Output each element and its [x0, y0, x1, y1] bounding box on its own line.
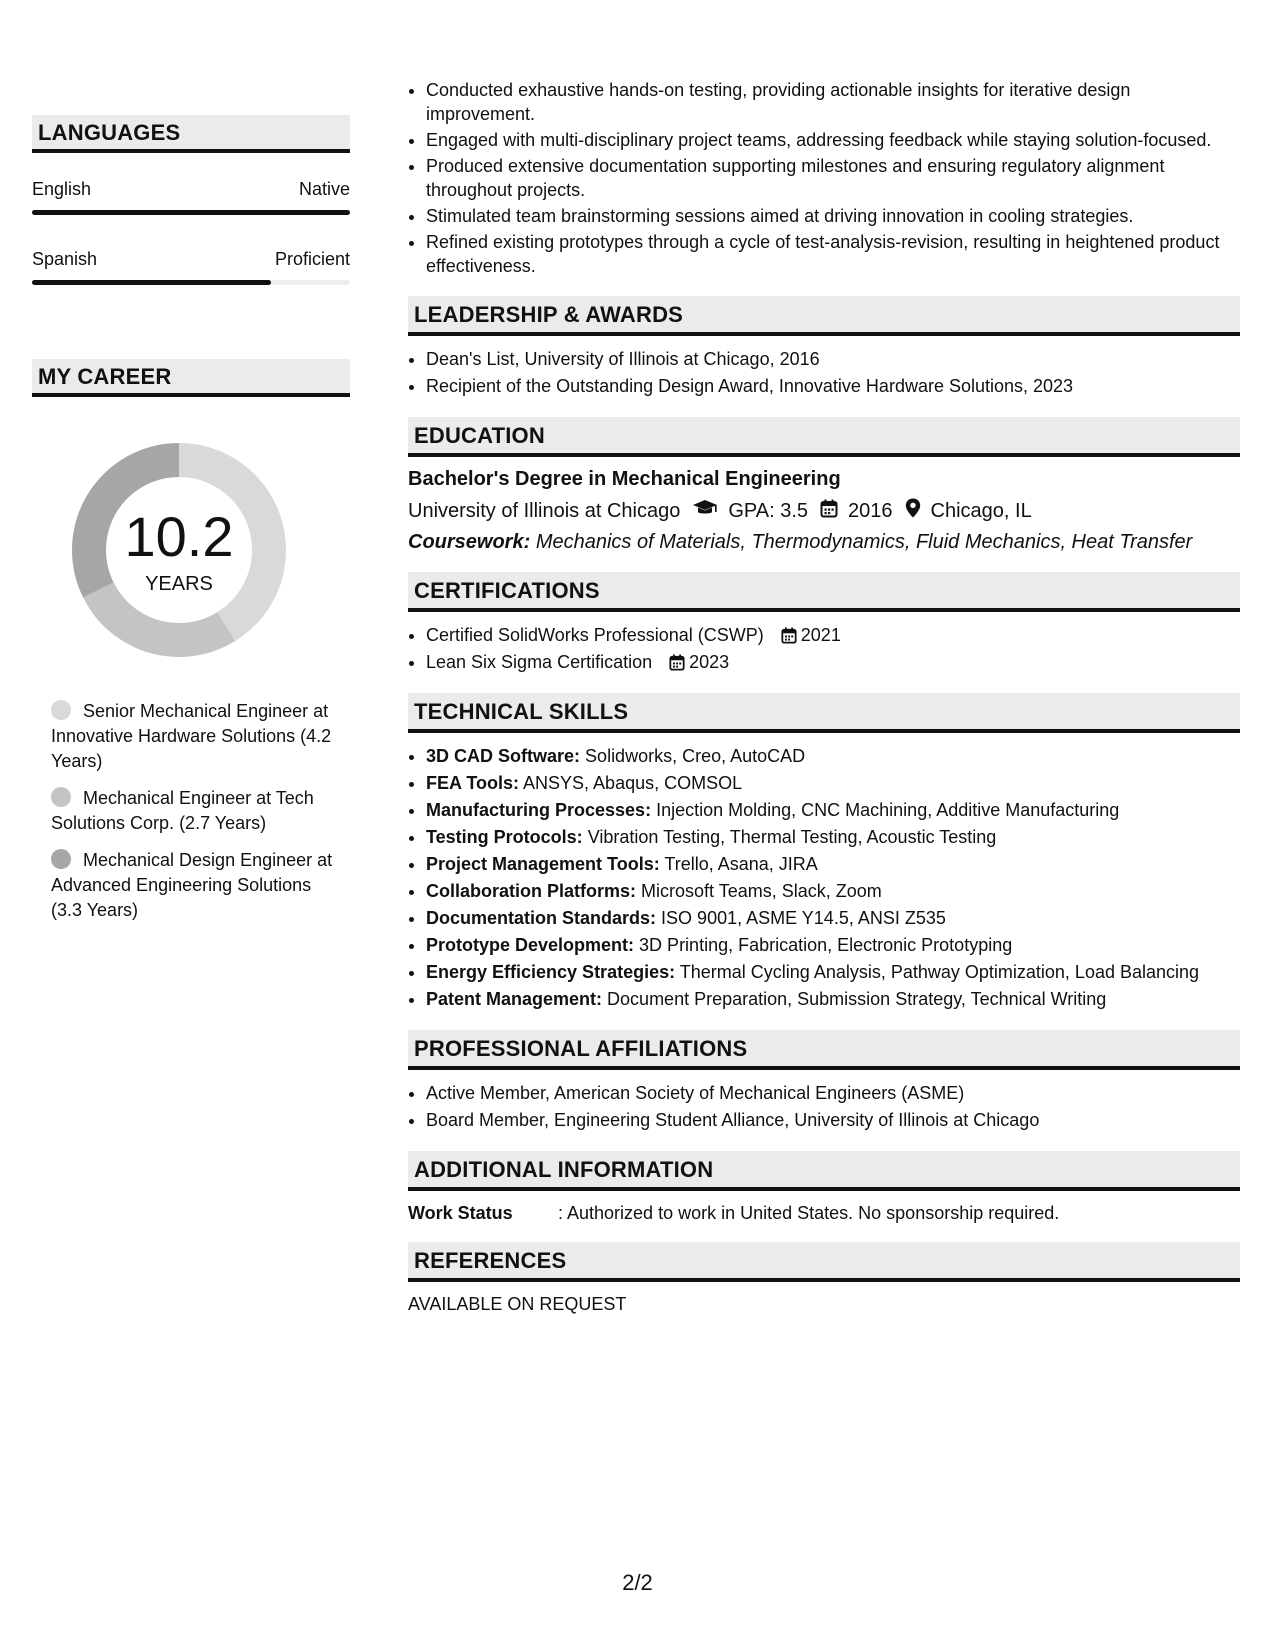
leadership-item: • Recipient of the Outstanding Design Award, Innovative Hardware Solutions, 2023: [426, 373, 1240, 399]
experience-bullet: • Produced extensive documentation supporting milestones and ensuring regulatory alignment throughout projects.: [426, 154, 1240, 202]
career-years-label: YEARS: [145, 573, 213, 595]
skill-value: ISO 9001, ASME Y14.5, ANSI Z535: [661, 908, 946, 928]
career-role-text: Mechanical Design Engineer at Advanced Engineering Solutions (3.3 Years): [51, 850, 333, 920]
legend-dot: [51, 787, 71, 807]
school-name: University of Illinois at Chicago: [408, 500, 681, 522]
skill-label: Testing Protocols:: [426, 827, 583, 847]
language-item-english: [32, 179, 350, 215]
career-total-years: 10.2: [124, 505, 234, 568]
certification-year: 2023: [689, 652, 730, 672]
page-number: 2/2: [622, 1570, 653, 1595]
skill-label: Collaboration Platforms:: [426, 881, 637, 901]
affiliations-heading: PROFESSIONAL AFFILIATIONS: [408, 1030, 1240, 1070]
affiliations-section: [408, 1030, 1240, 1133]
leadership-heading: LEADERSHIP & AWARDS: [408, 296, 1240, 336]
career-role-text: Senior Mechanical Engineer at Innovative Hardware Solutions (4.2 Years): [51, 701, 332, 771]
skill-value: ANSYS, Abaqus, COMSOL: [523, 773, 743, 793]
leadership-item: • Dean's List, University of Illinois at Chicago, 2016: [426, 346, 1240, 372]
references-section: [408, 1242, 1240, 1315]
education-heading: EDUCATION: [408, 417, 1240, 457]
affiliation-item: • Board Member, Engineering Student Alliance, University of Illinois at Chicago: [426, 1107, 1240, 1133]
language-item-spanish: [32, 249, 350, 285]
skill-item: [426, 959, 1240, 985]
language-proficiency-bar: [32, 280, 350, 285]
career-donut-chart: [66, 437, 292, 663]
skill-label: Project Management Tools:: [426, 854, 660, 874]
career-role-item: [51, 699, 336, 774]
affiliations-list: [408, 1080, 1240, 1133]
career-role-item: [51, 786, 336, 836]
coursework-text: Mechanics of Materials, Thermodynamics, Fluid Mechanics, Heat Transfer: [535, 531, 1193, 553]
skill-label: Patent Management:: [426, 989, 603, 1009]
certifications-section: [408, 572, 1240, 675]
career-heading: MY CAREER: [32, 359, 350, 397]
skills-list: [408, 743, 1240, 1012]
skill-label: 3D CAD Software:: [426, 746, 581, 766]
coursework: [408, 530, 1240, 554]
career-role-item: [51, 848, 336, 923]
additional-info-heading: ADDITIONAL INFORMATION: [408, 1151, 1240, 1191]
skill-value: Document Preparation, Submission Strategy, Technical Writing: [607, 989, 1107, 1009]
language-level: Native: [298, 179, 350, 199]
language-level: Proficient: [274, 249, 350, 269]
graduation-cap-icon: [692, 499, 718, 523]
legend-dot: [51, 700, 71, 720]
skill-item: [426, 797, 1240, 823]
skill-value: Solidworks, Creo, AutoCAD: [585, 746, 806, 766]
skill-item: [426, 824, 1240, 850]
experience-bullet: • Engaged with multi-disciplinary project teams, addressing feedback while staying solution-focused.: [426, 128, 1240, 152]
skill-value: Vibration Testing, Thermal Testing, Acoustic Testing: [587, 827, 997, 847]
calendar-icon: [820, 499, 838, 524]
skill-value: Thermal Cycling Analysis, Pathway Optimization, Load Balancing: [679, 962, 1200, 982]
skill-item: [426, 770, 1240, 796]
calendar-icon: [781, 627, 797, 644]
skill-value: Microsoft Teams, Slack, Zoom: [641, 881, 882, 901]
education-section: [408, 417, 1240, 554]
sidebar: [32, 115, 350, 935]
skills-section: [408, 693, 1240, 1012]
references-heading: REFERENCES: [408, 1242, 1240, 1282]
calendar-icon: [669, 654, 685, 671]
career-roles-list: [51, 699, 336, 923]
work-status-label: Work Status: [408, 1203, 513, 1223]
certification-item: [426, 649, 1240, 675]
coursework-label: Coursework:: [408, 531, 531, 553]
certifications-list: [408, 622, 1240, 675]
language-proficiency-fill: [32, 280, 271, 285]
skill-label: Energy Efficiency Strategies:: [426, 962, 676, 982]
skill-item: [426, 743, 1240, 769]
skills-heading: TECHNICAL SKILLS: [408, 693, 1240, 733]
graduation-year: 2016: [848, 500, 893, 522]
certification-name: Certified SolidWorks Professional (CSWP): [426, 625, 764, 645]
language-proficiency-bar: [32, 210, 350, 215]
certifications-heading: CERTIFICATIONS: [408, 572, 1240, 612]
skill-label: Manufacturing Processes:: [426, 800, 652, 820]
leadership-section: [408, 296, 1240, 399]
career-role-text: Mechanical Engineer at Tech Solutions Corp. (2.7 Years): [51, 788, 314, 833]
experience-bullet: • Conducted exhaustive hands-on testing, providing actionable insights for iterative design improvement.: [426, 78, 1240, 126]
skill-item: [426, 986, 1240, 1012]
skill-label: Documentation Standards:: [426, 908, 657, 928]
language-name: English: [32, 179, 92, 199]
gpa: GPA: 3.5: [728, 500, 809, 522]
legend-dot: [51, 849, 71, 869]
work-status-value: : Authorized to work in United States. No sponsorship required.: [558, 1203, 1060, 1223]
experience-bullets: [408, 78, 1240, 278]
languages-heading: LANGUAGES: [32, 115, 350, 153]
skill-item: [426, 905, 1240, 931]
work-status-row: [408, 1203, 1240, 1224]
skill-label: FEA Tools:: [426, 773, 519, 793]
skill-item: [426, 932, 1240, 958]
leadership-list: [408, 346, 1240, 399]
experience-bullet: • Stimulated team brainstorming sessions aimed at driving innovation in cooling strategies.: [426, 204, 1240, 228]
skill-value: Trello, Asana, JIRA: [664, 854, 818, 874]
additional-info-section: [408, 1151, 1240, 1224]
location-pin-icon: [905, 498, 921, 524]
education-details: [408, 498, 1240, 524]
skill-label: Prototype Development:: [426, 935, 635, 955]
skill-item: [426, 851, 1240, 877]
experience-bullet: • Refined existing prototypes through a cycle of test-analysis-revision, resulting in heightened product effectiveness.: [426, 230, 1240, 278]
affiliation-item: • Active Member, American Society of Mechanical Engineers (ASME): [426, 1080, 1240, 1106]
skill-item: [426, 878, 1240, 904]
certification-year: 2021: [800, 625, 841, 645]
certification-name: Lean Six Sigma Certification: [426, 652, 653, 672]
language-name: Spanish: [32, 249, 98, 269]
references-text: AVAILABLE ON REQUEST: [408, 1294, 627, 1314]
school-location: Chicago, IL: [930, 500, 1032, 522]
main-content: [408, 78, 1240, 1315]
skill-value: 3D Printing, Fabrication, Electronic Prototyping: [639, 935, 1013, 955]
language-proficiency-fill: [32, 210, 350, 215]
skill-value: Injection Molding, CNC Machining, Additive Manufacturing: [656, 800, 1120, 820]
certification-item: [426, 622, 1240, 648]
degree-title: Bachelor's Degree in Mechanical Engineering: [408, 468, 841, 490]
